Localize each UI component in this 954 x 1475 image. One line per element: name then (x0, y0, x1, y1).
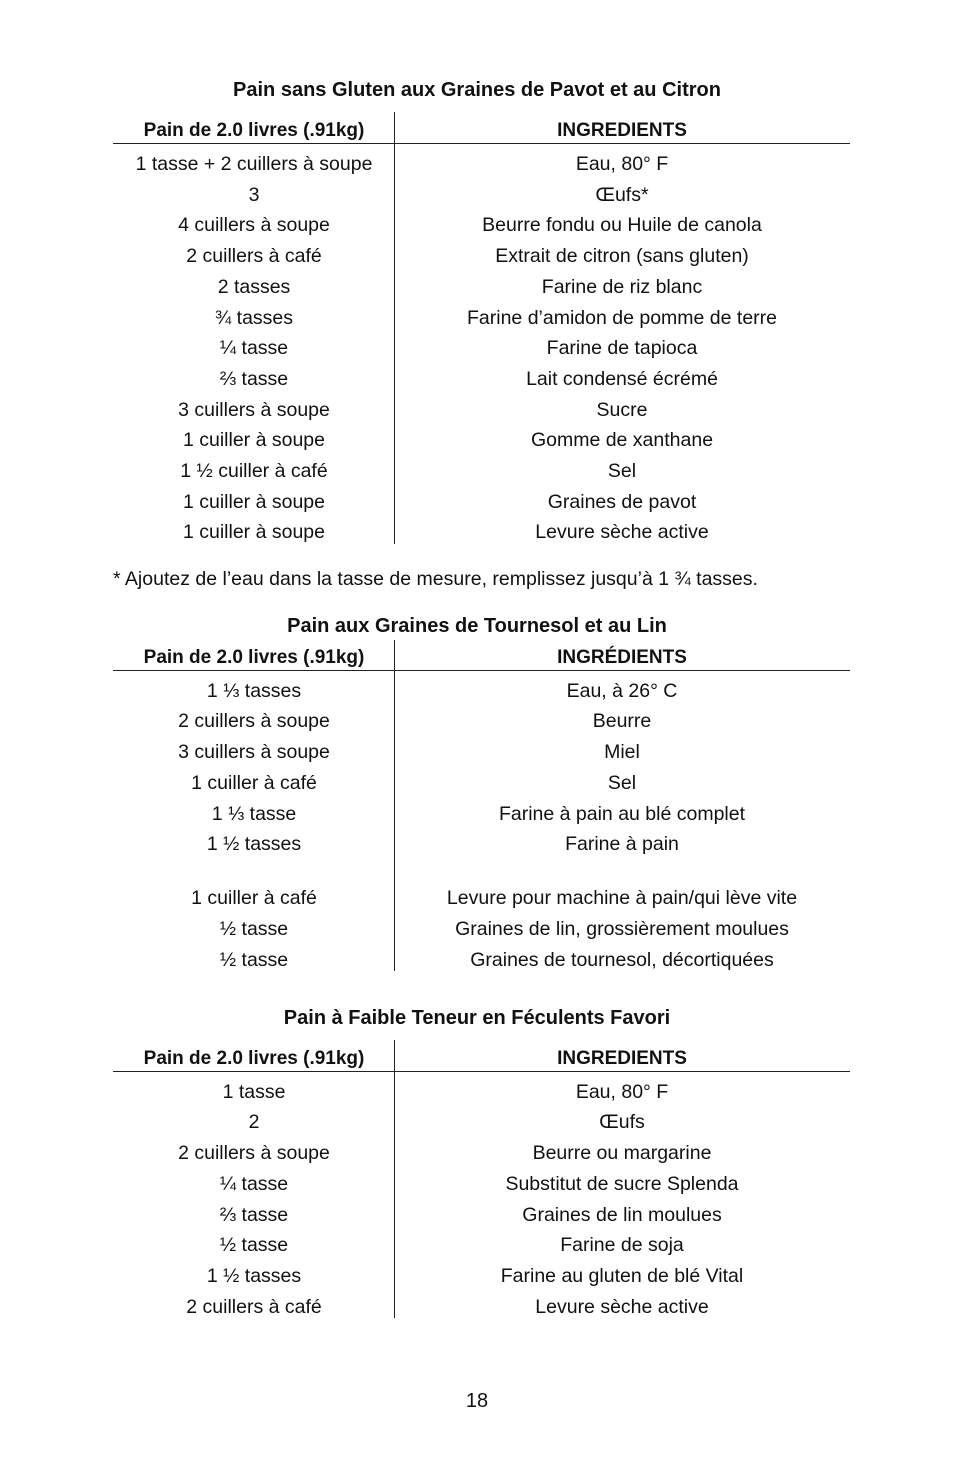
ingredient-cell: Gomme de xanthane (530, 429, 714, 451)
ingredient-cell: Levure sèche active (535, 1296, 709, 1318)
ingredient-cell: Farine au gluten de blé Vital (500, 1265, 744, 1287)
ingredient-cell: Eau, 80° F (575, 153, 669, 175)
footnote: * Ajoutez de l’eau dans la tasse de mesure, remplissez jusqu’à 1 ¾ tasses. (113, 568, 758, 590)
quantity-cell: 1 cuiller à café (191, 887, 317, 909)
quantity-cell: 1 cuiller à café (191, 772, 317, 794)
quantity-cell: 1 tasse (222, 1081, 286, 1103)
ingredient-cell: Extrait de citron (sans gluten) (495, 245, 749, 267)
ingredients-column-header: INGREDIENTS (557, 1048, 687, 1069)
ingredient-cell: Œufs (599, 1111, 645, 1133)
ingredient-cell: Sucre (596, 399, 648, 421)
quantity-cell: 3 (248, 184, 260, 206)
quantity-cell: 1 ⅓ tasses (206, 680, 302, 702)
page-number: 18 (465, 1390, 489, 1412)
quantity-cell: 1 cuiller à soupe (182, 491, 325, 513)
header-rule (113, 143, 850, 144)
quantity-cell: 1 ½ cuiller à café (180, 460, 328, 482)
quantity-cell: 2 tasses (217, 276, 291, 298)
header-rule (113, 1071, 850, 1072)
ingredient-cell: Œufs* (595, 184, 649, 206)
quantity-cell: 4 cuillers à soupe (178, 214, 330, 236)
ingredient-cell: Substitut de sucre Splenda (505, 1173, 739, 1195)
quantity-cell: 2 cuillers à soupe (178, 710, 330, 732)
ingredient-cell: Beurre ou margarine (532, 1142, 712, 1164)
quantity-cell: 2 cuillers à café (186, 245, 322, 267)
ingredient-cell: Beurre fondu ou Huile de canola (482, 214, 762, 236)
ingredient-cell: Farine de soja (560, 1234, 684, 1256)
quantity-cell: 3 cuillers à soupe (178, 741, 330, 763)
ingredient-cell: Graines de lin, grossièrement moulues (455, 918, 789, 940)
ingredient-cell: Farine de riz blanc (541, 276, 703, 298)
ingredient-cell: Farine à pain au blé complet (498, 803, 746, 825)
quantity-cell: ½ tasse (219, 1234, 289, 1256)
quantity-column-header: Pain de 2.0 livres (.91kg) (143, 120, 365, 141)
ingredient-cell: Eau, 80° F (575, 1081, 669, 1103)
ingredients-column-header: INGRÉDIENTS (557, 647, 687, 668)
quantity-cell: 2 (248, 1111, 260, 1133)
quantity-cell: 1 ½ tasses (206, 1265, 302, 1287)
ingredient-cell: Sel (607, 460, 637, 482)
quantity-cell: ½ tasse (219, 949, 289, 971)
quantity-cell: 2 cuillers à café (186, 1296, 322, 1318)
quantity-column-header: Pain de 2.0 livres (.91kg) (143, 647, 365, 668)
recipe-title: Pain à Faible Teneur en Féculents Favori (283, 1007, 671, 1029)
ingredient-cell: Beurre (592, 710, 652, 732)
quantity-cell: 3 cuillers à soupe (178, 399, 330, 421)
quantity-cell: 2 cuillers à soupe (178, 1142, 330, 1164)
quantity-cell: ⅔ tasse (219, 368, 289, 390)
quantity-column-header: Pain de 2.0 livres (.91kg) (143, 1048, 365, 1069)
quantity-cell: 1 ⅓ tasse (211, 803, 297, 825)
quantity-cell: 1 cuiller à soupe (182, 429, 325, 451)
ingredient-cell: Farine à pain (565, 833, 679, 855)
ingredient-cell: Graines de tournesol, décortiquées (470, 949, 774, 971)
quantity-cell: ½ tasse (219, 918, 289, 940)
ingredient-cell: Sel (607, 772, 637, 794)
recipe-title: Pain sans Gluten aux Graines de Pavot et au Citron (233, 79, 721, 101)
ingredient-cell: Levure sèche active (535, 521, 709, 543)
header-rule (113, 670, 850, 671)
quantity-cell: 1 cuiller à soupe (182, 521, 325, 543)
ingredient-cell: Miel (604, 741, 640, 763)
ingredient-cell: Eau, à 26° C (566, 680, 678, 702)
quantity-cell: ¼ tasse (219, 337, 289, 359)
quantity-cell: 1 tasse + 2 cuillers à soupe (135, 153, 373, 175)
ingredient-cell: Lait condensé écrémé (526, 368, 718, 390)
quantity-cell: ¼ tasse (219, 1173, 289, 1195)
ingredient-cell: Farine de tapioca (546, 337, 698, 359)
ingredient-cell: Graines de pavot (547, 491, 697, 513)
quantity-cell: ¾ tasses (214, 307, 294, 329)
recipe-title: Pain aux Graines de Tournesol et au Lin (287, 615, 667, 637)
quantity-cell: 1 ½ tasses (206, 833, 302, 855)
ingredients-column-header: INGREDIENTS (557, 120, 687, 141)
ingredient-cell: Graines de lin moulues (522, 1204, 722, 1226)
ingredient-cell: Levure pour machine à pain/qui lève vite (446, 887, 798, 909)
ingredient-cell: Farine d’amidon de pomme de terre (467, 307, 777, 329)
quantity-cell: ⅔ tasse (219, 1204, 289, 1226)
